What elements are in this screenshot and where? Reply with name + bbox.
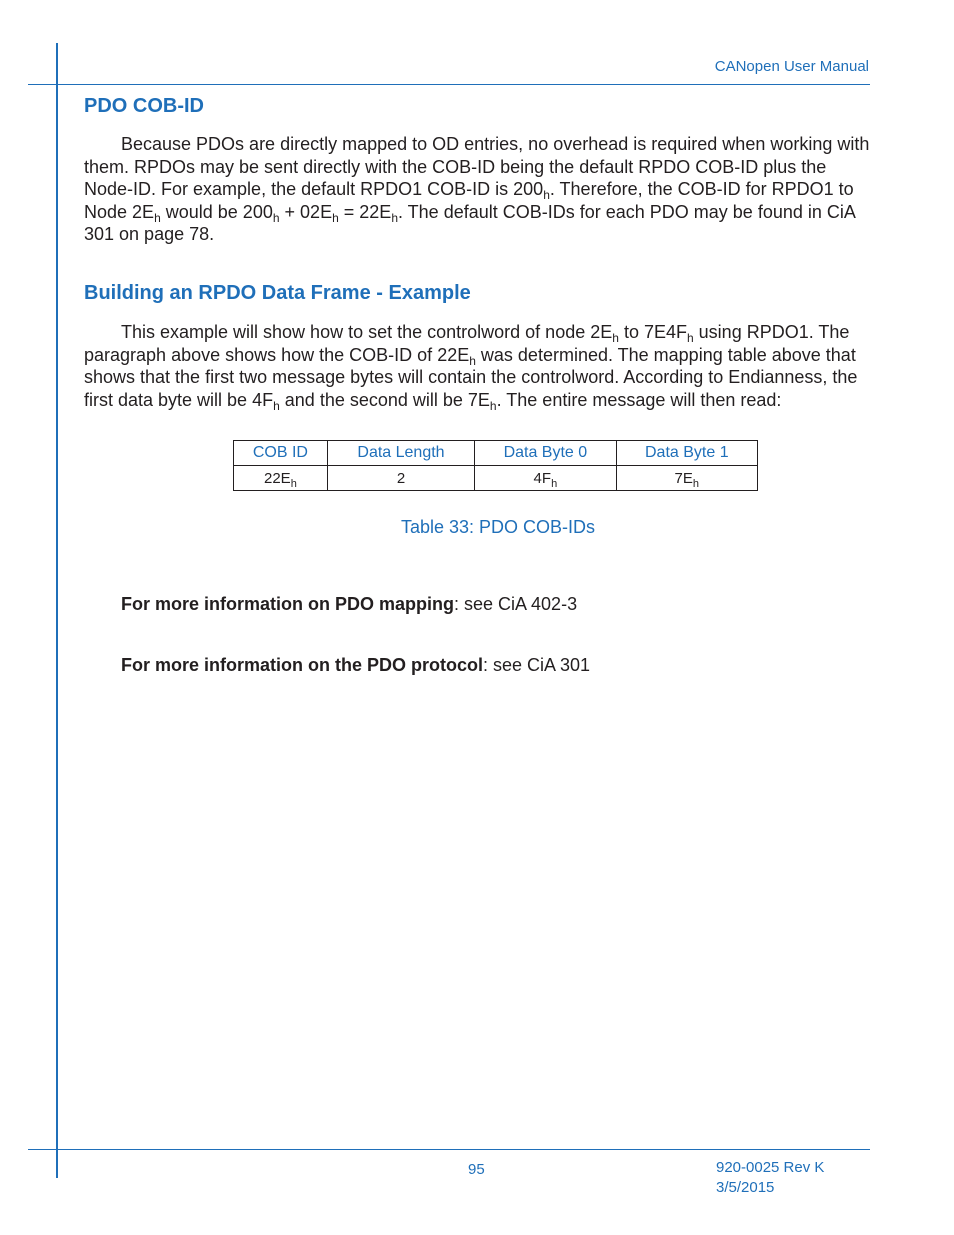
text-run: using RPDO1. The paragraph above shows how the COB-ID of 22E [84, 322, 850, 365]
section-heading-building-rpdo: Building an RPDO Data Frame - Example [84, 282, 471, 304]
hex-subscript: h [489, 398, 497, 413]
table-row [234, 466, 758, 491]
hex-subscript: h [154, 210, 161, 225]
info-pdo-protocol [121, 655, 590, 676]
text-run: + 02E [279, 201, 333, 222]
table-caption: Table 33: PDO COB-IDs [400, 517, 596, 537]
footer-rule [28, 1149, 870, 1150]
hex-subscript: h [692, 477, 700, 490]
text-run: . Therefore, the COB-ID for RPDO1 to Node 2E [84, 179, 854, 222]
column-header: Data Byte 0 [475, 441, 616, 466]
info-bold-label: For more information on the PDO protocol [121, 655, 483, 675]
pdo-cob-id-table [233, 440, 758, 491]
info-reference: : see CiA 301 [483, 655, 591, 675]
text-run: . The default COB-IDs for each PDO may be found in CiA 301 on page 78. [84, 201, 855, 244]
revision-date: 3/5/2015 [716, 1179, 775, 1196]
hex-subscript: h [391, 210, 398, 225]
cell-value: 7E [674, 469, 693, 487]
left-margin-rule [56, 43, 58, 1178]
info-pdo-mapping [121, 594, 577, 615]
section-heading-pdo-cob-id: PDO COB-ID [84, 95, 204, 117]
hex-subscript: h [686, 331, 694, 345]
hex-subscript: h [551, 477, 558, 490]
cell-value: 22E [263, 469, 291, 487]
paragraph-building-rpdo [84, 321, 874, 411]
column-header: Data Length [327, 441, 474, 466]
cell-value: 4F [533, 469, 552, 487]
text-run: Because PDOs are directly mapped to OD entries, no overhead is required when working with them. RPDOs may be sent directly with the COB-ID being the default RPDO COB-ID plus the Node-ID. For example, the default RPDO1 COB-ID is 200 [84, 134, 870, 199]
revision-info [716, 1158, 824, 1198]
hex-subscript: h [332, 210, 339, 225]
cell-value: 2 [396, 469, 406, 487]
table-header-row [234, 441, 758, 466]
revision-number: 920-0025 Rev K [716, 1159, 825, 1176]
header-rule [28, 84, 870, 85]
text-run: and the second will be 7E [279, 389, 490, 410]
manual-title: CANopen User Manual [714, 58, 869, 75]
page-number: 95 [468, 1161, 485, 1178]
cell-data-byte-1 [616, 466, 757, 491]
hex-subscript: h [290, 477, 297, 490]
paragraph-pdo-cob-id [84, 133, 874, 246]
info-reference: : see CiA 402-3 [454, 594, 578, 614]
cell-data-byte-0 [475, 466, 616, 491]
hex-subscript: h [543, 188, 550, 202]
text-run: = 22E [338, 201, 392, 222]
info-bold-label: For more information on PDO mapping [121, 594, 454, 614]
cell-data-length [327, 466, 474, 491]
hex-subscript: h [469, 353, 476, 368]
text-run: would be 200 [160, 201, 273, 222]
cell-cob-id [234, 466, 328, 491]
text-run: to 7E4F [618, 322, 687, 342]
column-header: Data Byte 1 [616, 441, 757, 466]
hex-subscript: h [612, 331, 619, 345]
hex-subscript: h [272, 210, 280, 225]
hex-subscript: h [273, 398, 280, 413]
text-run: was determined. The mapping table above that shows that the first two message bytes will contain the controlword. According to Endianness, the first data byte will be 4F [84, 344, 858, 410]
text-run: This example will show how to set the controlword of node 2E [121, 322, 613, 342]
text-run: . The entire message will then read: [496, 389, 782, 410]
column-header: COB ID [234, 441, 328, 466]
